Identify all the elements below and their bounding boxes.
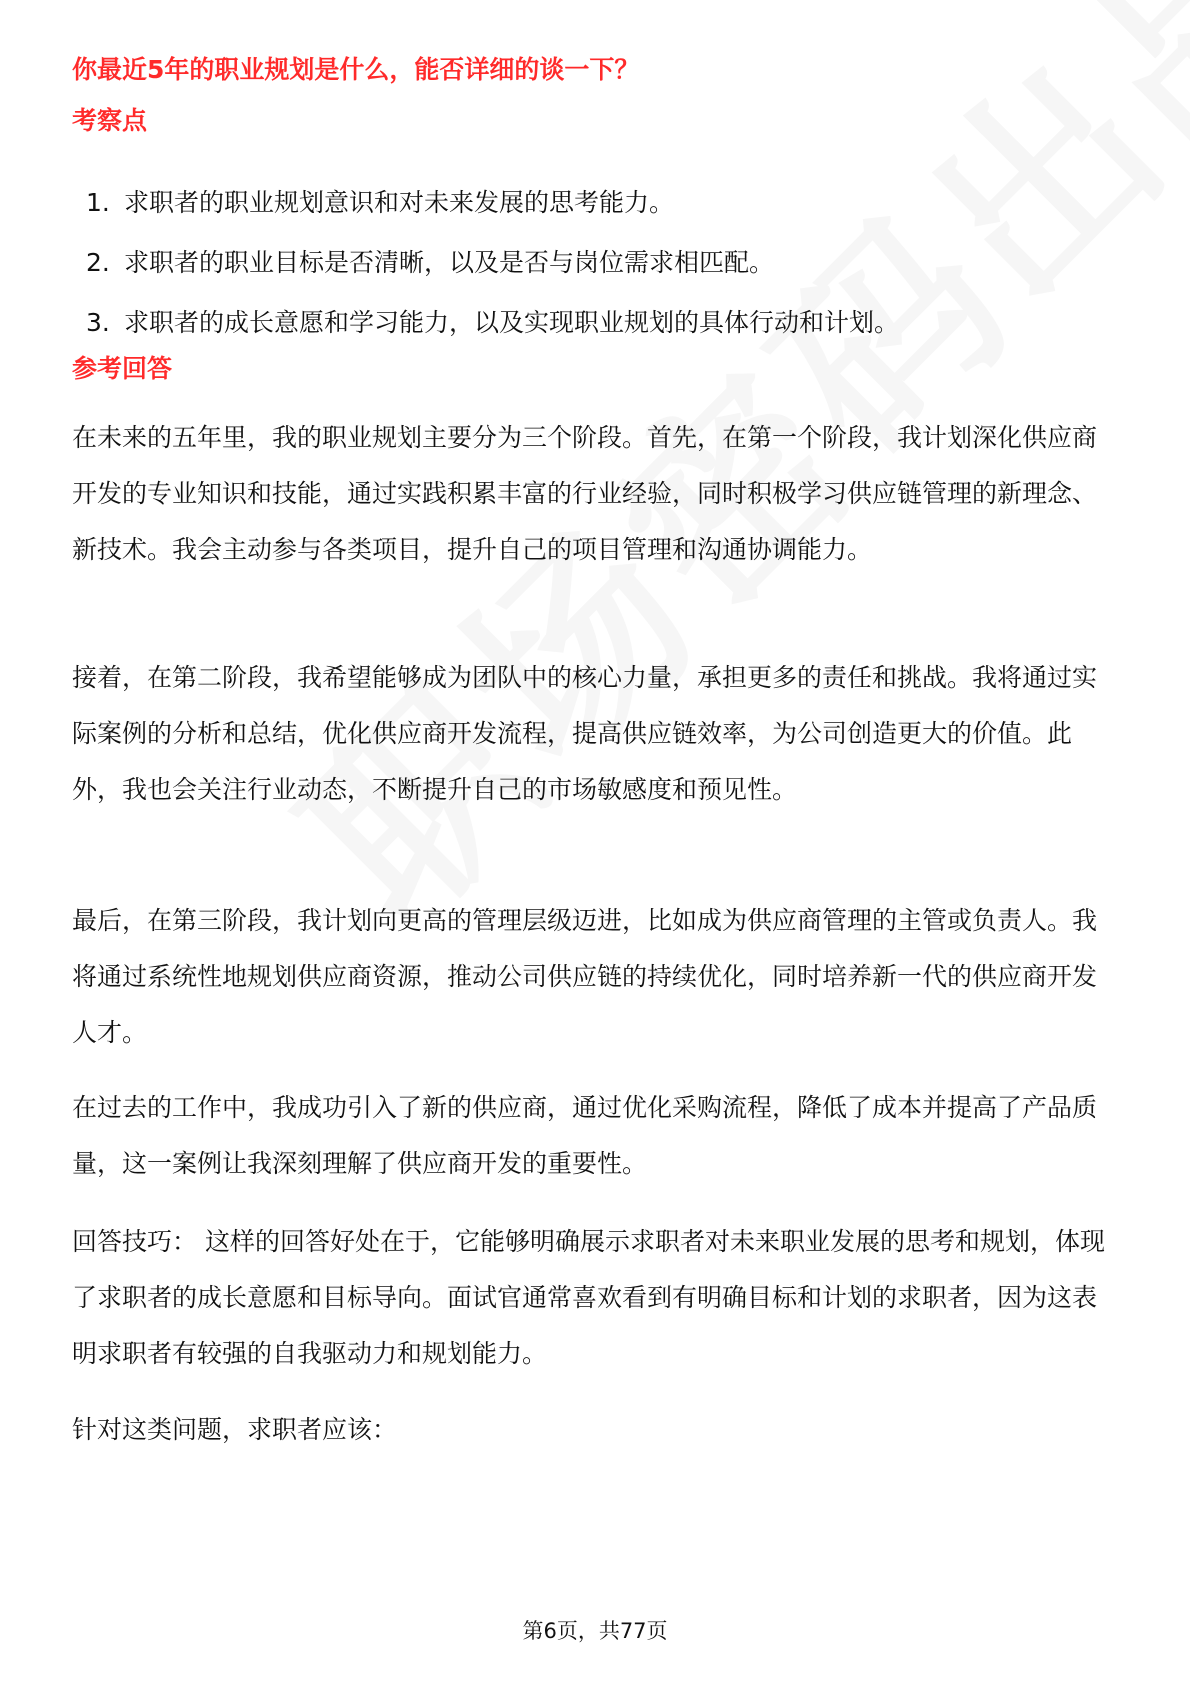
answer-paragraph-3: 最后，在第三阶段，我计划向更高的管理层级迈进，比如成为供应商管理的主管或负责人。我将通过系统性地规划供应商资源，推动公司供应链的持续优化，同时培养新一代的供应商开发人才。 [72, 906, 1098, 1047]
exam-points-list [72, 185, 899, 365]
answer-paragraph-1: 在未来的五年里，我的职业规划主要分为三个阶段。首先，在第一个阶段，我计划深化供应商开发的专业知识和技能，通过实践积累丰富的行业经验，同时积极学习供应链管理的新理念、新技术。我会主动参与各类项目，提升自己的项目管理和沟通协调能力。 [72, 423, 1098, 564]
list-item [72, 305, 899, 365]
list-item [72, 245, 899, 305]
answer-paragraph-4: 在过去的工作中，我成功引入了新的供应商，通过优化采购流程，降低了成本并提高了产品质量，这一案例让我深刻理解了供应商开发的重要性。 [72, 1093, 1098, 1178]
list-number: 1. [86, 188, 110, 217]
list-text: 求职者的职业规划意识和对未来发展的思考能力。 [124, 188, 675, 217]
list-text: 求职者的职业目标是否清晰，以及是否与岗位需求相匹配。 [124, 248, 775, 277]
exam-points-heading: 考察点 [72, 106, 148, 135]
question-title: 你最近5年的职业规划是什么，能否详细的谈一下？ [72, 55, 640, 84]
list-number: 3. [86, 308, 110, 337]
reference-answer-heading: 参考回答 [72, 354, 173, 383]
answer-paragraph-2: 接着，在第二阶段，我希望能够成为团队中的核心力量，承担更多的责任和挑战。我将通过实际案例的分析和总结，优化供应商开发流程，提高供应链效率，为公司创造更大的价值。此外，我也会关注行业动态，不断提升自己的市场敏感度和预见性。 [72, 663, 1098, 804]
page-number-footer: 第6页，共77页 [522, 1619, 668, 1643]
list-item [72, 185, 899, 245]
list-text: 求职者的成长意愿和学习能力，以及实现职业规划的具体行动和计划。 [124, 308, 900, 337]
answer-paragraph-6: 针对这类问题，求职者应该： [72, 1415, 398, 1444]
answer-tip-paragraph: 回答技巧： 这样的回答好处在于，它能够明确展示求职者对未来职业发展的思考和规划，体现了求职者的成长意愿和目标导向。面试官通常喜欢看到有明确目标和计划的求职者，因为这表明求职者有较强的自我驱动力和规划能力。 [72, 1227, 1105, 1368]
list-number: 2. [86, 248, 110, 277]
